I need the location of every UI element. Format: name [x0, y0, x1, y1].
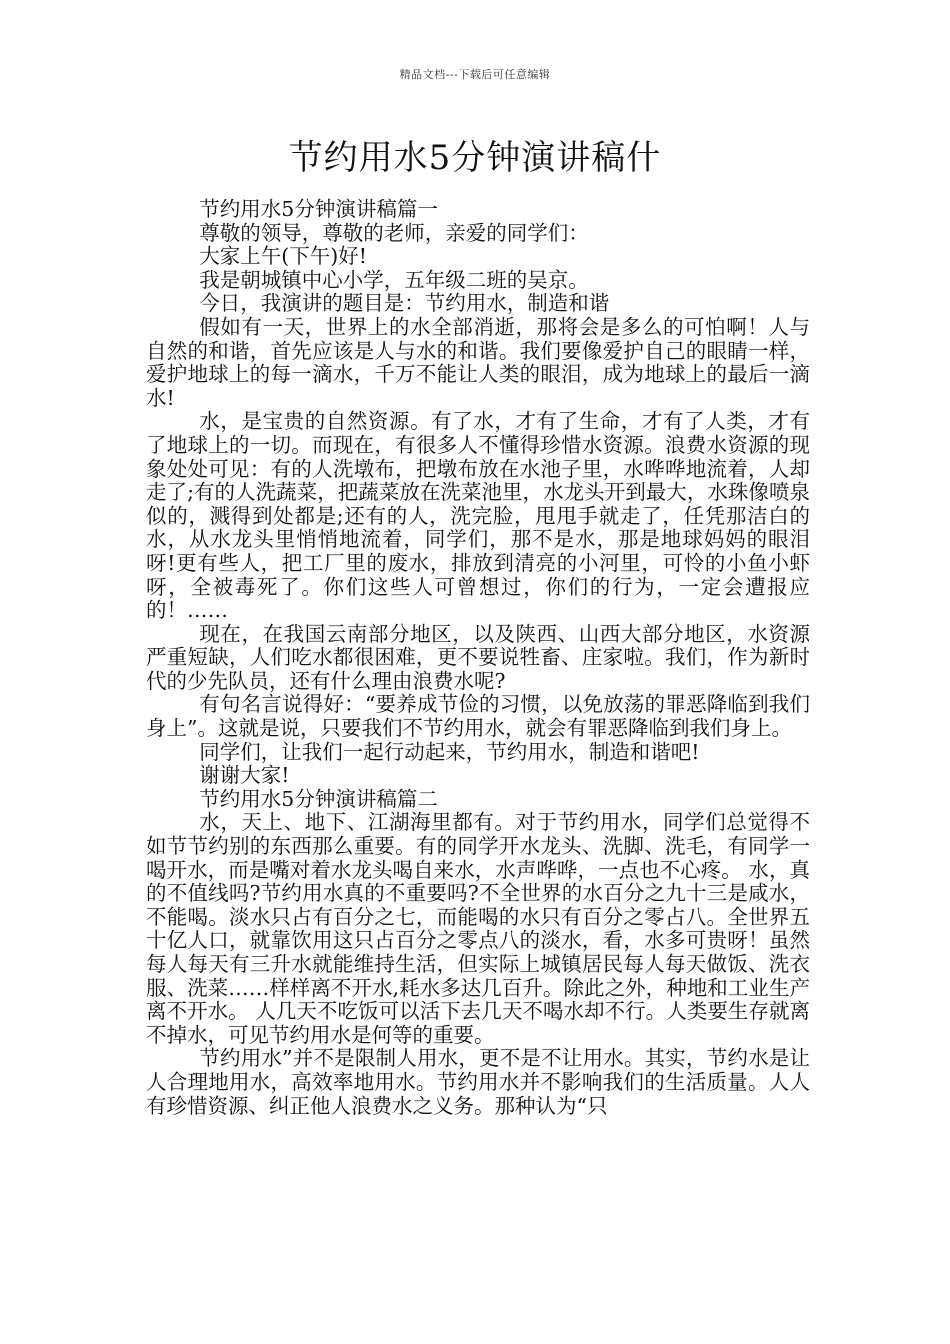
paragraph: 现在，在我国云南部分地区，以及陕西、山西大部分地区，水资源严重短缺，人们吃水都很困难，更不要说牲畜、庄家啦。我们，作为新时代的少先队员，还有什么理由浪费水呢?: [146, 621, 810, 693]
paragraph: 我是朝城镇中心小学，五年级二班的吴京。: [199, 267, 589, 292]
paragraph: 节约用水5分钟演讲稿篇一: [199, 197, 438, 221]
paragraph: 有句名言说得好：“要养成节俭的习惯，以免放荡的罪恶降临到我们身上”。这就是说，只要我们不节约用水，就会有罪恶降临到我们身上。: [146, 692, 810, 741]
paragraph: 尊敬的领导，尊敬的老师，亲爱的同学们：: [199, 220, 589, 245]
paragraph: 同学们，让我们一起行动起来，节约用水，制造和谐吧!: [199, 739, 700, 764]
paragraph: 水，天上、地下、江湖海里都有。对于节约用水，同学们总觉得不如节节约别的东西那么重要。有的同学开水龙头、洗脚、洗毛，有同学一喝开水，而是嘴对着水龙头喝自来水，水声哗哗，一点也不心疼。 水，真的不值线吗?节约用水真的不重要吗?不全世界的水百分之九十三是咸水，不能喝。淡水只占有百分之七，而能喝的水只有百分之零占八。全世界五十亿人口，就靠饮用这只占百分之零点八的淡水，看，水多可贵呀！虽然每人每天有三升水就能维持生活，但实际上城镇居民每人每天做饭、洗衣服、洗菜……样样离不开水,耗水多达几百升。除此之外，种地和工业生产离不开水。 人几天不吃饭可以活下去几天不喝水却不行。人类要生存就离不掉水，可见节约用水是何等的重要。: [146, 810, 810, 1047]
paragraph: 节约用水5分钟演讲稿篇二: [199, 786, 438, 811]
paragraph: 今日，我演讲的题目是：节约用水，制造和谐: [199, 291, 610, 316]
paragraph: 谢谢大家!: [199, 763, 290, 788]
paragraph: 节约用水”并不是限制人用水，更不是不让用水。其实，节约水是让人合理地用水，高效率地用水。节约用水并不影响我们的生活质量。人人有珍惜资源、纠正他人浪费水之义务。那种认为“只: [146, 1046, 810, 1118]
paragraph: 水，是宝贵的自然资源。有了水，才有了生命，才有了人类，才有了地球上的一切。而现在，有很多人不懂得珍惜水资源。浪费水资源的现象处处可见：有的人洗墩布，把墩布放在水池子里，水哗哗地流着，人却走了;有的人洗蔬菜，把蔬菜放在洗菜池里，水龙头开到最大，水珠像喷泉似的，溅得到处都是;还有的人，洗完脸，甩甩手就走了，任凭那洁白的水，从水龙头里悄悄地流着，同学们，那不是水，那是地球妈妈的眼泪呀!更有些人，把工厂里的废水，排放到清亮的小河里，可怜的小鱼小虾呀，全被毒死了。你们这些人可曾想过，你们的行为，一定会遭报应的！……: [146, 409, 810, 623]
document-body: [146, 198, 810, 1118]
paragraph: 假如有一天，世界上的水全部消逝，那将会是多么的可怕啊！人与自然的和谐，首先应该是人与水的和谐。我们要像爱护自己的眼睛一样，爱护地球上的每一滴水，千万不能让人类的眼泪，成为地球上的最后一滴水!: [146, 314, 810, 410]
page-header-note: 精品文档---下载后可任意编辑: [399, 68, 551, 81]
document-title: 节约用水5分钟演讲稿什: [288, 138, 662, 178]
paragraph: 大家上午(下午)好!: [199, 244, 368, 269]
